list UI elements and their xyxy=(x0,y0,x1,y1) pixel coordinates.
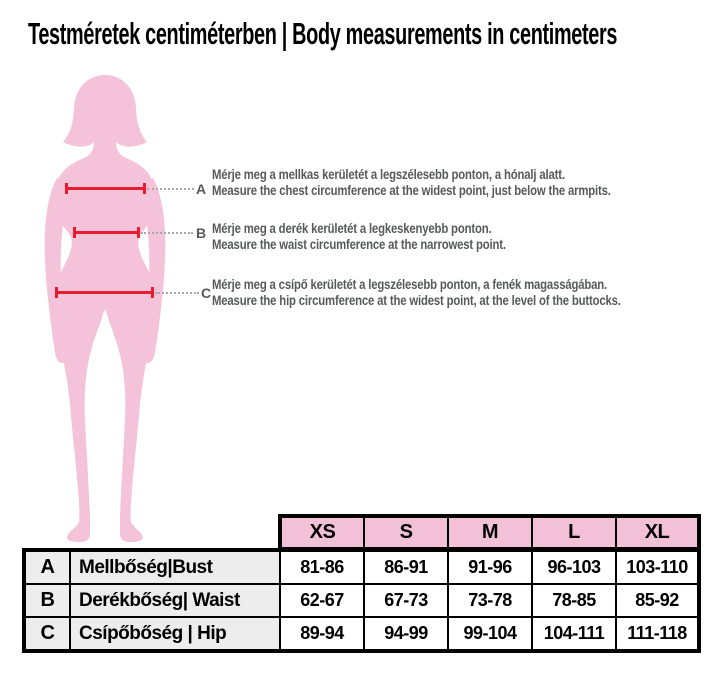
row-label-bust: Mellbőség|Bust xyxy=(70,550,280,584)
row-key-c: C xyxy=(24,617,70,651)
chest-measure-line xyxy=(66,187,145,190)
size-header-table xyxy=(278,514,701,551)
bust-xs: 81-86 xyxy=(280,550,364,584)
waist-m: 73-78 xyxy=(448,584,532,617)
hip-m: 99-104 xyxy=(448,617,532,651)
waist-measure-line xyxy=(74,231,139,234)
hip-l: 104-111 xyxy=(532,617,616,651)
table-row-bust xyxy=(24,550,699,584)
bust-xl: 103-110 xyxy=(616,550,699,584)
hip-description-en: Measure the hip circumference at the widest point, at the level of the buttocks. xyxy=(212,293,621,308)
row-label-hip: Csípőbőség | Hip xyxy=(70,617,280,651)
bust-s: 86-91 xyxy=(364,550,448,584)
size-col-s: S xyxy=(364,516,448,549)
row-label-waist: Derékbőség| Waist xyxy=(70,584,280,617)
hip-measure-line xyxy=(56,291,153,294)
hip-point-letter: C xyxy=(201,285,212,301)
size-body-table xyxy=(22,548,701,653)
hip-leader-line xyxy=(155,292,199,294)
waist-description xyxy=(212,221,636,253)
waist-point-letter: B xyxy=(196,225,207,241)
waist-leader-line xyxy=(141,232,193,234)
waist-s: 67-73 xyxy=(364,584,448,617)
chest-point-letter: A xyxy=(196,181,207,197)
waist-l: 78-85 xyxy=(532,584,616,617)
table-row-hip xyxy=(24,617,699,651)
size-col-m: M xyxy=(448,516,532,549)
bust-m: 91-96 xyxy=(448,550,532,584)
chest-leader-line xyxy=(147,188,194,190)
hip-description-hu: Mérje meg a csípő kerületét a legszélesebb ponton, a fenék magasságában. xyxy=(212,277,608,292)
row-key-a: A xyxy=(24,550,70,584)
bust-l: 96-103 xyxy=(532,550,616,584)
chest-description-en: Measure the chest circumference at the widest point, just below the armpits. xyxy=(212,183,611,198)
page-title: Testméretek centiméterben | Body measurements in centimeters xyxy=(28,16,618,51)
size-col-xl: XL xyxy=(616,516,699,549)
table-row-waist xyxy=(24,584,699,617)
hip-description xyxy=(212,277,636,309)
waist-description-hu: Mérje meg a derék kerületét a legkeskenyebb ponton. xyxy=(212,221,492,236)
waist-xs: 62-67 xyxy=(280,584,364,617)
size-col-l: L xyxy=(532,516,616,549)
female-body-silhouette-icon xyxy=(20,68,190,548)
waist-description-en: Measure the waist circumference at the narrowest point. xyxy=(212,237,506,252)
hip-xl: 111-118 xyxy=(616,617,699,651)
hip-s: 94-99 xyxy=(364,617,448,651)
row-key-b: B xyxy=(24,584,70,617)
chest-description xyxy=(212,167,636,199)
waist-xl: 85-92 xyxy=(616,584,699,617)
size-header-row xyxy=(280,516,699,549)
chest-description-hu: Mérje meg a mellkas kerületét a legszélesebb ponton, a hónalj alatt. xyxy=(212,167,565,182)
size-col-xs: XS xyxy=(280,516,364,549)
hip-xs: 89-94 xyxy=(280,617,364,651)
